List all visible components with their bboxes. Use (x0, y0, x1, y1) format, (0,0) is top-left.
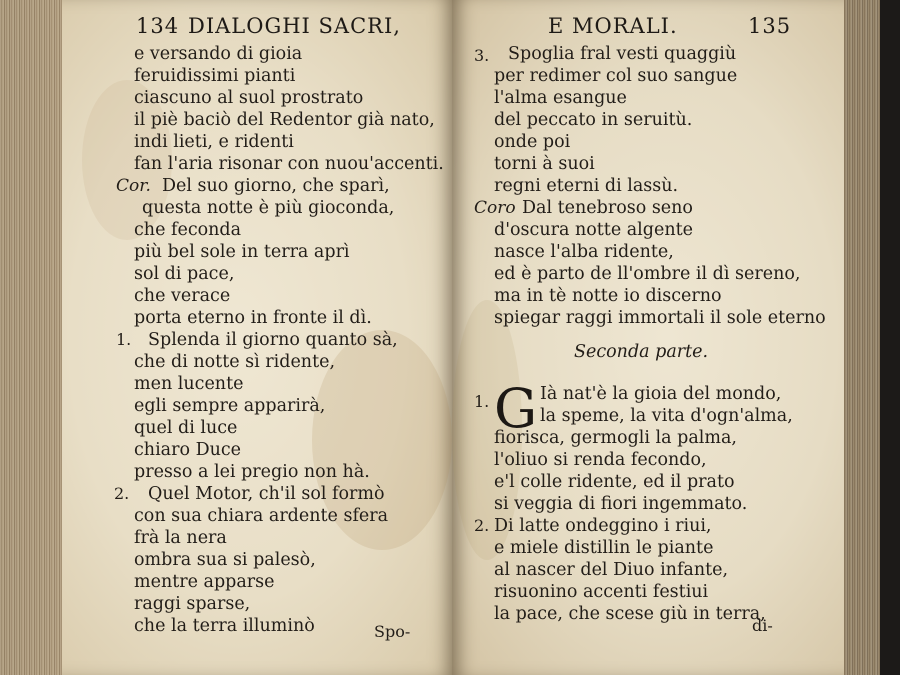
verse-line: che la terra illuminò (134, 616, 315, 636)
verse-line: men lucente (134, 374, 244, 394)
stanza-number: 1. (474, 392, 490, 411)
verse-line: raggi sparse, (134, 594, 251, 614)
stanza-number: 1. (116, 330, 132, 349)
verse-line: per redimer col suo sangue (494, 66, 738, 86)
drop-capital: G (494, 377, 538, 440)
left-page-number: 134 (136, 14, 180, 38)
verse-line: chiaro Duce (134, 440, 242, 460)
verse-line: Spoglia fral vesti quaggiù (508, 44, 737, 64)
verse-line: la pace, che scese giù in terra, (494, 604, 766, 624)
left-page (62, 0, 454, 675)
catchword: di- (752, 616, 773, 635)
right-page-edges (838, 0, 880, 675)
verse-line: al nascer del Diuo infante, (494, 560, 729, 580)
verse-line: che feconda (134, 220, 242, 240)
verse-line: feruidissimi pianti (134, 66, 296, 86)
verse-line: spiegar raggi immortali il sole eterno (494, 308, 826, 328)
stanza-number: 3. (474, 46, 490, 65)
verse-line: ed è parto de ll'ombre il dì sereno, (494, 264, 801, 284)
verse-line: ciascuno al suol prostrato (134, 88, 364, 108)
left-running-head: DIALOGHI SACRI, (188, 14, 401, 38)
verse-line: la speme, la vita d'ogn'alma, (540, 406, 793, 426)
verse-line: egli sempre apparirà, (134, 396, 326, 416)
verse-line: che di notte sì ridente, (134, 352, 336, 372)
right-page (452, 0, 844, 675)
verse-line: ombra sua si palesò, (134, 550, 316, 570)
verse-line: fiorisca, germogli la palma, (494, 428, 737, 448)
verse-line: d'oscura notte algente (494, 220, 694, 240)
verse-line: Dal tenebroso seno (522, 198, 693, 218)
verse-line: regni eterni di lassù. (494, 176, 679, 196)
verse-line: ma in tè notte io discerno (494, 286, 722, 306)
verse-line: onde poi (494, 132, 571, 152)
verse-line: Quel Motor, ch'il sol formò (148, 484, 385, 504)
section-title: Seconda parte. (574, 342, 709, 362)
verse-line: porta eterno in fronte il dì. (134, 308, 372, 328)
catchword: Spo- (374, 622, 411, 641)
stanza-number: 2. (474, 516, 490, 535)
verse-line: il piè baciò del Redentor già nato, (134, 110, 435, 130)
verse-line: più bel sole in terra aprì (134, 242, 350, 262)
verse-line: e versando di gioia (134, 44, 303, 64)
verse-line: Del suo giorno, che sparì, (162, 176, 390, 196)
verse-line: Ià nat'è la gioia del mondo, (540, 384, 782, 404)
speaker-label: Coro (474, 198, 516, 218)
right-page-number: 135 (748, 14, 792, 38)
verse-line: indi lieti, e ridenti (134, 132, 294, 152)
verse-line: Splenda il giorno quanto sà, (148, 330, 398, 350)
verse-line: e miele distillin le piante (494, 538, 714, 558)
verse-line: fan l'aria risonar con nuou'accenti. (134, 154, 444, 174)
verse-line: e'l colle ridente, ed il prato (494, 472, 735, 492)
verse-line: Di latte ondeggino i riui, (494, 516, 712, 536)
verse-line: che verace (134, 286, 231, 306)
verse-line: frà la nera (134, 528, 227, 548)
verse-line: del peccato in seruitù. (494, 110, 693, 130)
verse-line: presso a lei pregio non hà. (134, 462, 370, 482)
verse-line: si veggia di fiori ingemmato. (494, 494, 748, 514)
verse-line: mentre apparse (134, 572, 275, 592)
speaker-label: Cor. (116, 176, 151, 196)
background-right (880, 0, 900, 675)
verse-line: nasce l'alba ridente, (494, 242, 674, 262)
verse-line: l'alma esangue (494, 88, 627, 108)
stanza-number: 2. (114, 484, 130, 503)
right-running-head: E MORALI. (548, 14, 678, 38)
verse-line: con sua chiara ardente sfera (134, 506, 389, 526)
verse-line: torni à suoi (494, 154, 595, 174)
verse-line: quel di luce (134, 418, 238, 438)
verse-line: questa notte è più gioconda, (142, 198, 395, 218)
verse-line: l'oliuo si renda fecondo, (494, 450, 707, 470)
left-page-edges (0, 0, 70, 675)
verse-line: sol di pace, (134, 264, 235, 284)
verse-line: risuonino accenti festiui (494, 582, 709, 602)
